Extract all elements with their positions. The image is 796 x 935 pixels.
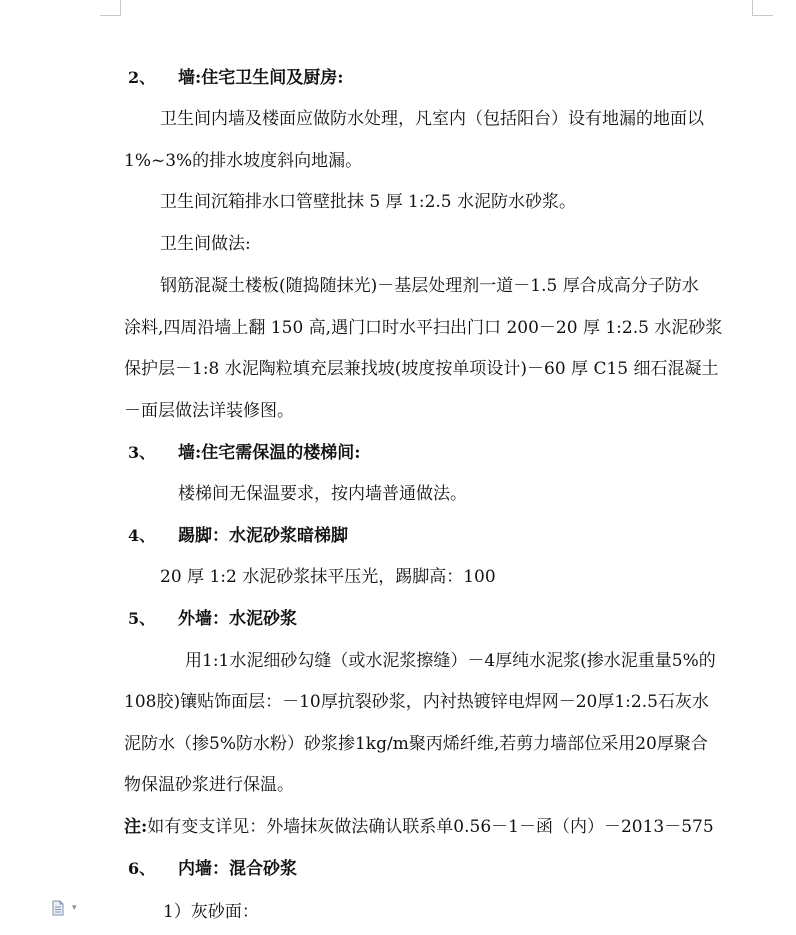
paragraph-line: 用1:1水泥细砂勾缝（或水泥浆擦缝）－4厚纯水泥浆(掺水泥重量5%的 [185,651,716,671]
section-title: 踢脚：水泥砂浆暗梯脚 [178,526,348,546]
note-text: 如有变支详见：外墙抹灰做法确认联系单0.56－1－函（内）－2013－575 [147,817,714,837]
section-title: 外墙：水泥砂浆 [178,609,297,629]
document-icon[interactable] [52,900,64,916]
paragraph-line: 泥防水（掺5%防水粉）砂浆掺1kg/m聚丙烯纤维,若剪力墙部位采用20厚聚合 [124,734,708,754]
section-number: 4、 [128,526,156,545]
paragraph-line: 楼梯间无保温要求，按内墙普通做法。 [178,484,467,504]
section-number: 6、 [128,859,156,878]
paragraph-line: 钢筋混凝土楼板(随捣随抹光)－基层处理剂一道－1.5 厚合成高分子防水 [160,276,699,296]
crop-mark-top-left-vertical [120,0,121,16]
paragraph-line: 1%~3%的排水坡度斜向地漏。 [124,151,363,171]
crop-mark-top-right-horizontal [752,15,773,16]
note-label: 注: [124,817,148,837]
paragraph-line: 保护层－1:8 水泥陶粒填充层兼找坡(坡度按单项设计)－60 厚 C15 细石混凝土 [124,359,719,379]
paragraph-line: 卫生间沉箱排水口管壁批抹 5 厚 1:2.5 水泥防水砂浆。 [160,192,577,212]
section-title: 内墙：混合砂浆 [178,859,297,879]
section-number: 5、 [128,609,156,628]
crop-mark-top-right-vertical [752,0,753,16]
section-number: 3、 [128,443,156,462]
crop-mark-top-left-horizontal [100,15,121,16]
paragraph-line: 卫生间做法: [160,234,251,254]
section-number: 2、 [128,68,156,87]
note-line [124,815,714,839]
section-title: 墙:住宅卫生间及厨房: [178,68,344,88]
paragraph-line: 物保温砂浆进行保温。 [124,775,294,795]
paragraph-line: 20 厚 1:2 水泥砂浆抹平压光，踢脚高：100 [160,567,496,587]
paragraph-line: 卫生间内墙及楼面应做防水处理，凡室内（包括阳台）设有地漏的地面以 [160,109,704,129]
paragraph-line: 108胶)镶贴饰面层：－10厚抗裂砂浆，内衬热镀锌电焊网－20厚1:2.5石灰水 [124,692,709,712]
paragraph-line: 1）灰砂面： [163,902,259,922]
section-title: 墙:住宅需保温的楼梯间: [178,443,361,463]
chevron-down-icon[interactable]: ▾ [72,903,77,913]
paragraph-line: 涂料,四周沿墙上翻 150 高,遇门口时水平扫出门口 200－20 厚 1:2.5 水泥砂浆 [124,318,723,338]
paragraph-line: －面层做法详装修图。 [124,401,294,421]
